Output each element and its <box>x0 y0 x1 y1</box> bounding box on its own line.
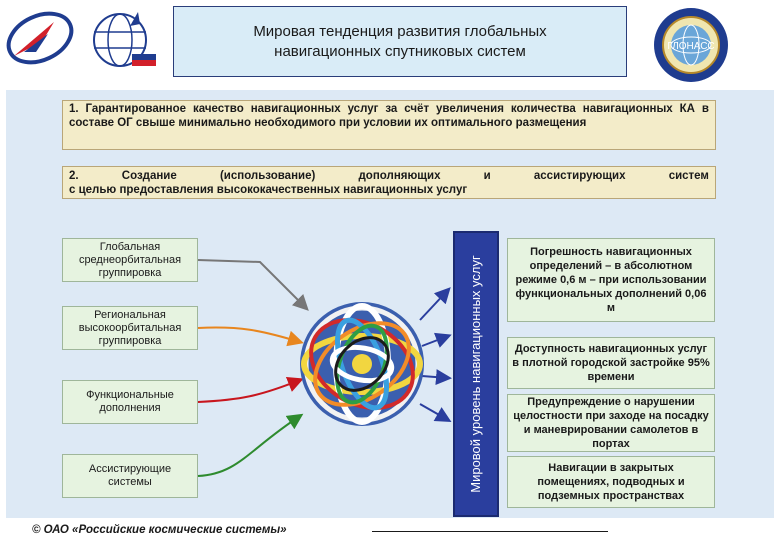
outcome-integrity <box>507 394 715 452</box>
principle-2-line-2: с целью предоставления высококачественных навигационных услуг <box>69 184 468 196</box>
outcome-label: Предупреждение о нарушении целостности при заходе на посадку и маневрировании самолетов в портах <box>513 396 709 450</box>
arrow-out-2 <box>422 336 448 346</box>
title-line-2: навигационных спутниковых систем <box>274 42 526 60</box>
word: дополняющих <box>358 170 441 182</box>
source-label: Региональная высокоорбитальная группировка <box>78 308 182 347</box>
footer-copyright: © ОАО «Российские космические системы» <box>32 524 287 536</box>
arrow-augmentations <box>198 380 300 402</box>
principle-1: 1. Гарантированное качество навигационных услуг за счёт увеличения количества навигационных КА в составе ОГ свыше минимально необходимого при условии их оптимального размещения <box>62 100 716 150</box>
footer-divider <box>372 531 608 532</box>
outcome-availability <box>507 337 715 389</box>
source-label: Ассистирующие системы <box>88 463 172 488</box>
word: ассистирующих <box>533 170 626 182</box>
world-service-level-bar <box>453 231 499 517</box>
arrow-assisting <box>198 416 300 476</box>
arrow-regional <box>198 328 300 342</box>
seal-label: ГЛОНАСС <box>667 41 715 52</box>
world-service-level-label: Мировой уровень навигационных услуг <box>468 255 483 493</box>
word: и <box>483 170 491 182</box>
arrow-out-1 <box>420 290 448 320</box>
title-line-1: Мировая тенденция развития глобальных <box>253 22 547 40</box>
arrow-out-4 <box>420 404 448 420</box>
source-label: Глобальная среднеорбитальная группировка <box>78 240 182 279</box>
source-label: Функциональные дополнения <box>86 389 174 414</box>
arrow-global <box>198 260 306 308</box>
word: (использование) <box>219 170 316 182</box>
arrow-out-3 <box>422 376 448 378</box>
word: Создание <box>121 170 177 182</box>
outcome-label: Доступность навигационных услуг в плотной городской застройке 95% времени <box>512 343 710 383</box>
outcome-label: Погрешность навигационных определений – в абсолютном режиме 0,6 м – при использовании функциональных дополнений 0,06 м <box>515 246 707 314</box>
outcome-label: Навигации в закрытых помещениях, подводных и подземных пространствах <box>537 462 685 502</box>
outcome-indoor <box>507 456 715 508</box>
cable-ball-icon <box>295 302 429 426</box>
word: систем <box>668 170 709 182</box>
word: 2. <box>69 170 79 182</box>
outcome-accuracy <box>507 238 715 322</box>
